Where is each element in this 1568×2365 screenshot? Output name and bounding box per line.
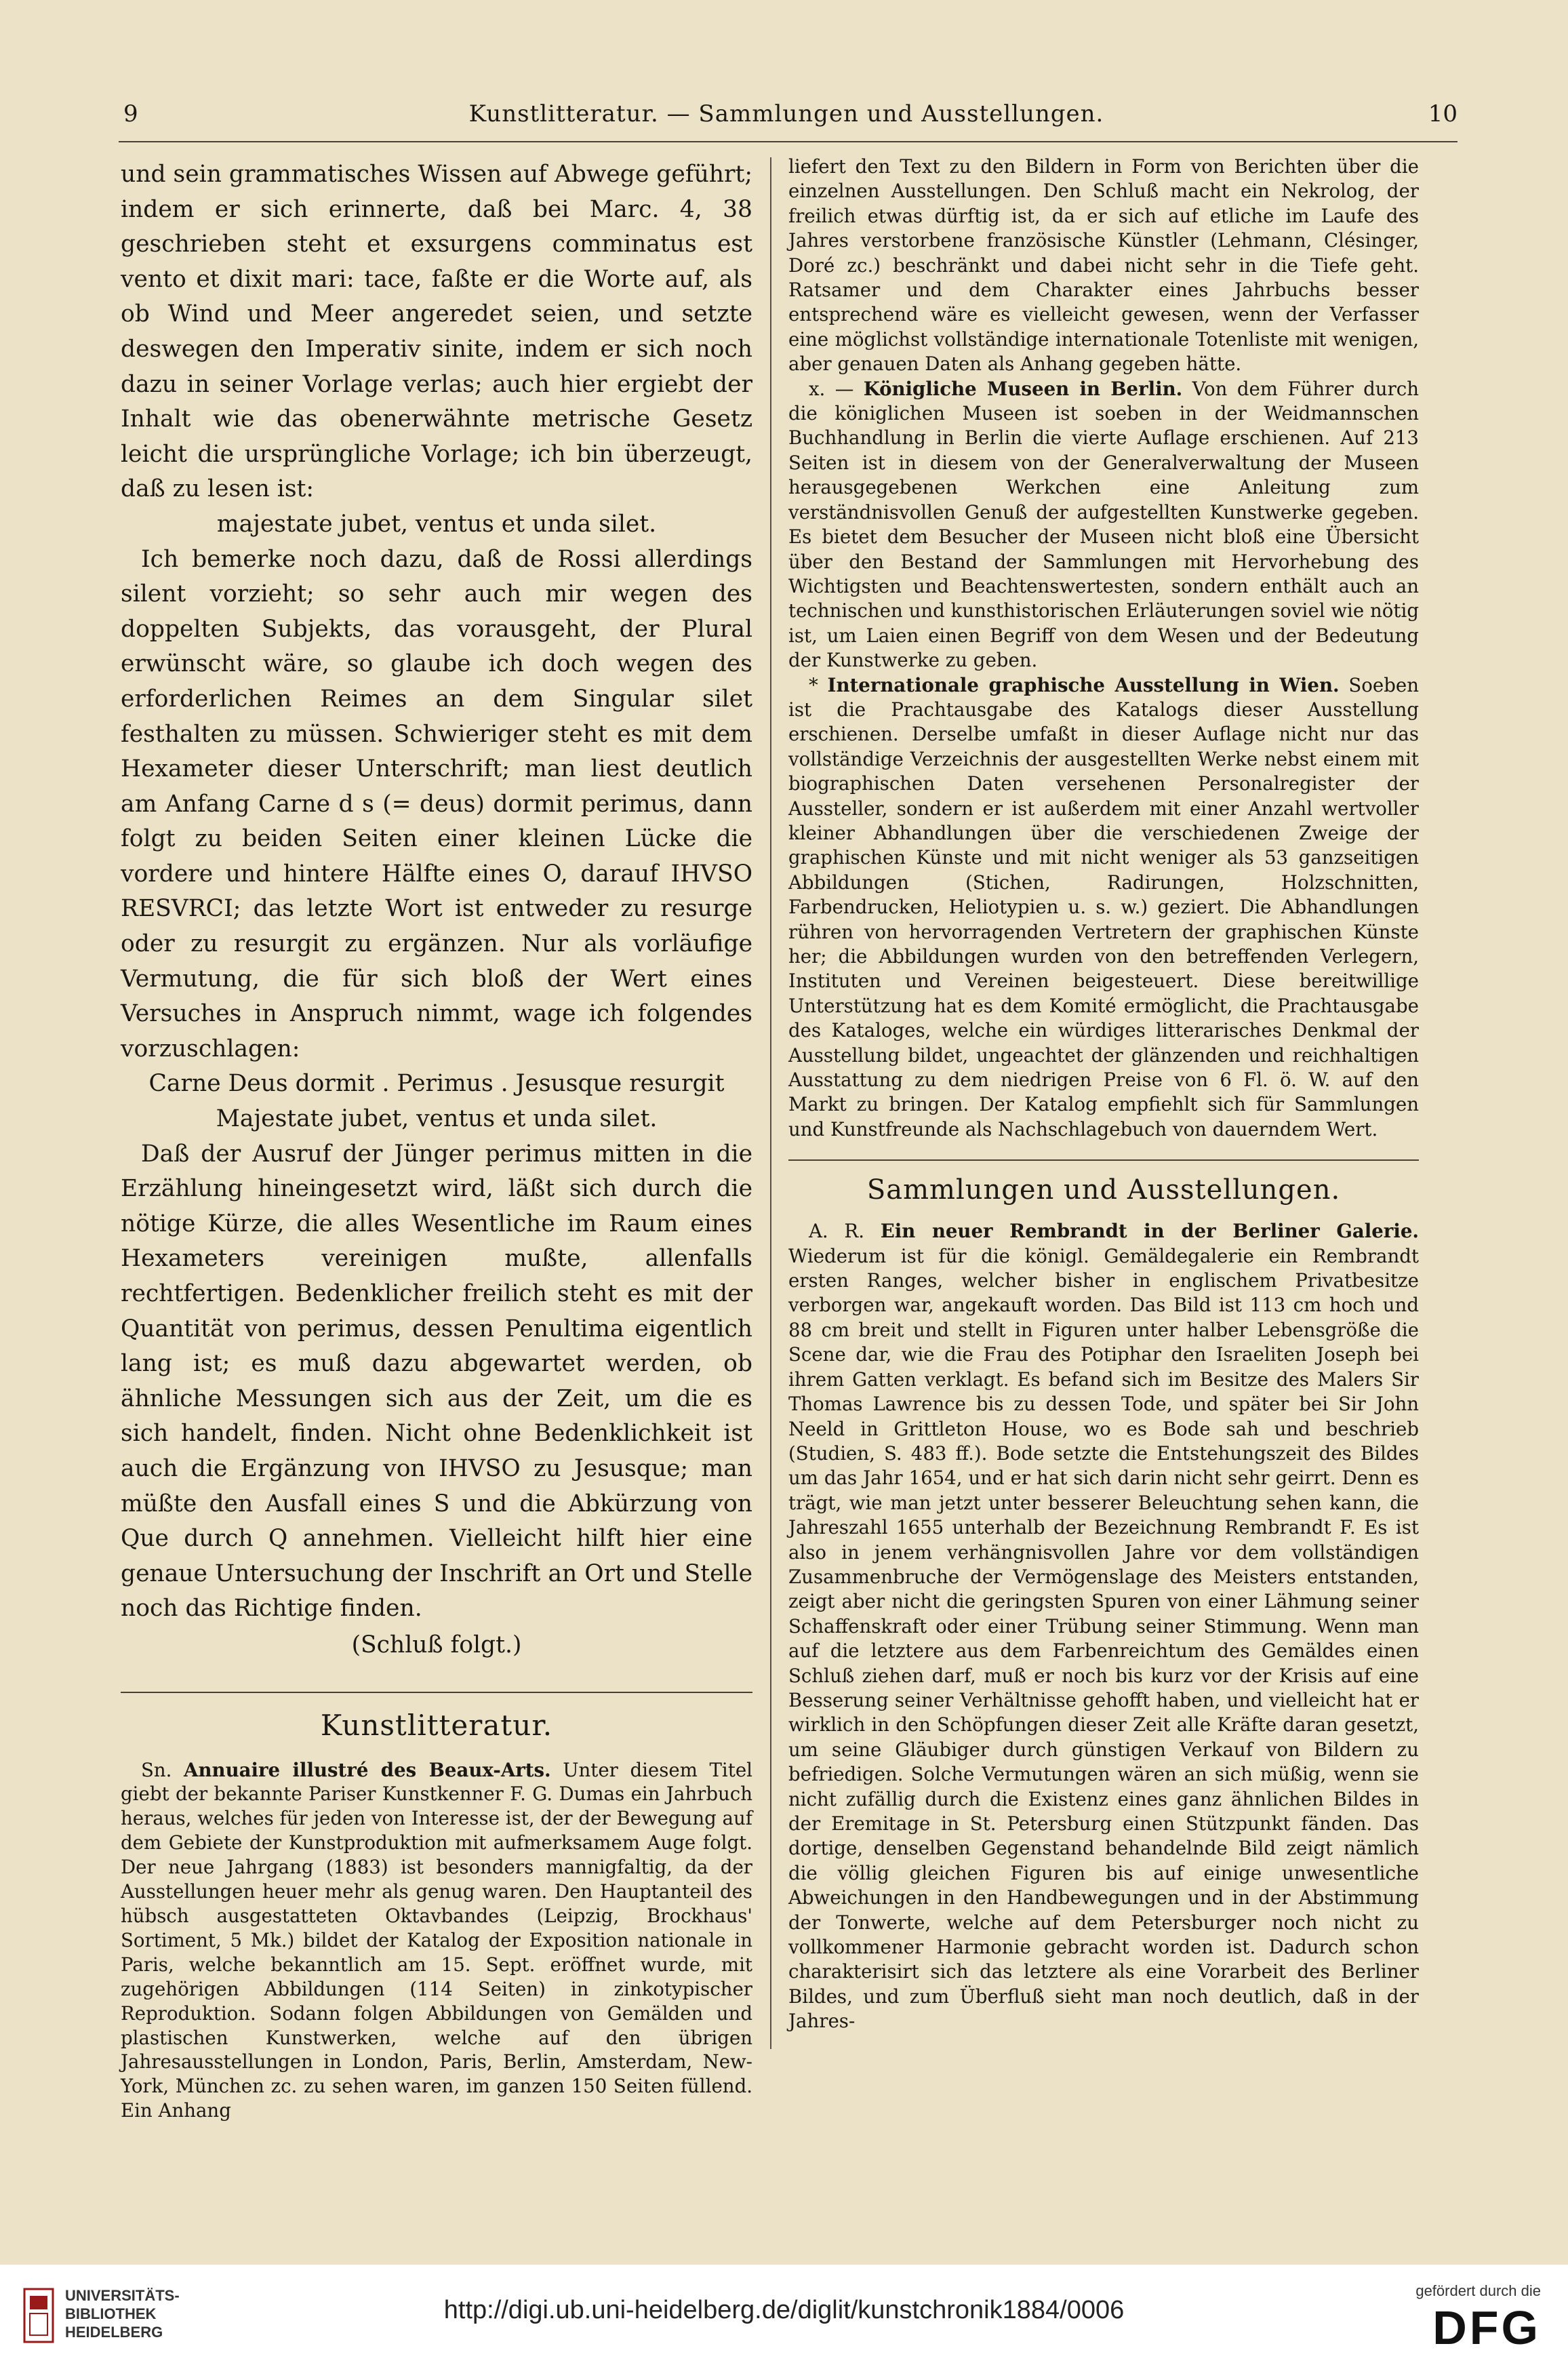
verse-line: Carne Deus dormit . Perimus . Jesusque resurgit — [148, 1070, 725, 1098]
article-rembrandt — [788, 1219, 1419, 2033]
section-heading: Kunstlitteratur. — [320, 1708, 553, 1742]
library-line: UNIVERSITÄTS- — [65, 2287, 180, 2304]
article-wien — [788, 673, 1419, 1142]
article-signature: Sn. — [141, 1758, 172, 1781]
right-column — [788, 155, 1419, 2034]
article-text: Soeben ist die Prachtausgabe des Katalogs dieser Ausstellung erschienen. Derselbe umfaßt in dieser Auflage nicht nur das vollständige Verzeichnis der ausgestellten Werke nebst einem mit biographischen Daten versehenen Personalregister der Aussteller, sondern er ist außerdem mit einer Anzahl wertvoller kleiner Abhandlungen über die verschiedenen Zweige der graphischen Künste und mit nicht weniger als 53 ganzseitigen Abbildungen (Stichen, Radirungen, Holzschnitten, Farbendrucken, Heliotypien u. s. w.) geziert. Die Abhandlungen rühren von hervorragenden Vertretern der graphischen Künste her; die Abbildungen wurden von den betreffenden Verlegern, Instituten und Vereinen beigesteuert. Diese bereitwillige Unterstützung hat es dem Komité ermöglicht, die Prachtausgabe des Kataloges, welche ein würdiges litterarisches Denkmal der Ausstellung bildet, ungeachtet der glänzenden und reichhaltigen Ausstattung zu dem niedrigen Preise von 6 Fl. ö. W. auf den Markt zu bringen. Der Katalog empfiehlt sich für Sammlungen und Kunstfreunde als Nachschlagebuch von dauerndem Wert. — [788, 673, 1419, 1140]
article-annuaire — [121, 1758, 752, 2124]
paragraph: liefert den Text zu den Bildern in Form von Berichten über die einzelnen Ausstellungen. Den Schluß macht ein Nekrolog, der freilich etwas dürftig ist, da er sich auf etliche im Laufe des Jahres verstorbene französische Künstler (Lehmann, Clésinger, Doré zc.) beschränkt und dabei nicht sehr in die Tiefe geht. Ratsamer und dem Charakter eines Jahrbuchs besser entsprechend wäre es vielleicht gewesen, wenn der Verfasser eine möglichst vollständige internationale Totenliste mit wenigen, aber genauen Daten als Anhang gegeben hätte. — [788, 155, 1419, 376]
header-rule — [119, 141, 1458, 142]
page-number-right: 10 — [1428, 100, 1458, 127]
running-head — [115, 94, 1458, 134]
article-signature: x. — — [809, 377, 854, 400]
left-column — [121, 157, 752, 2123]
continuation-note: (Schluß folgt.) — [351, 1631, 522, 1658]
section-rule — [121, 1692, 752, 1693]
section-heading: Sammlungen und Ausstellungen. — [866, 1174, 1341, 1206]
article-museen — [788, 377, 1419, 673]
article-title: Annuaire illustré des Beaux-Arts. — [184, 1758, 551, 1781]
source-url-link[interactable]: http://digi.ub.uni-heidelberg.de/diglit/kunstchronik1884/0006 — [443, 2296, 1125, 2324]
article-text: Von dem Führer durch die königlichen Museen ist soeben in der Weidmannschen Buchhandlung in Berlin die vierte Auflage erschienen. Auf 213 Seiten ist in diesem von der Generalverwaltung der Museen herausgegebenen Werkchen eine Anleitung zum verständnisvollen Genuß der aufgestellten Kunstwerke gegeben. Es bietet dem Besucher der Museen nicht bloß eine Übersicht über den Bestand der Sammlungen mit Hervorhebung des Wichtigsten und Beachtenswertesten, sondern enthält auch an technischen und kunsthistorischen Erläuterungen soviel wie nötig ist, um Laien einen Begriff von dem Wesen und der Bedeutung der Kunstwerke zu geben. — [788, 377, 1419, 672]
article-text: Unter diesem Titel giebt der bekannte Pariser Kunstkenner F. G. Dumas ein Jahrbuch heraus, welches für jeden von Interesse ist, der der Bewegung auf dem Gebiete der Kunstproduktion mit aufmerksamem Auge folgt. Der neue Jahrgang (1883) ist besonders mannigfaltig, da der Ausstellungen heuer mehr als genug waren. Den Hauptanteil des hübsch ausgestatteten Oktavbandes (Leipzig, Brockhaus' Sortiment, 5 Mk.) bildet der Katalog der Exposition nationale in Paris, welche bekanntlich am 15. Sept. eröffnet wurde, mit zugehörigen Abbildungen (114 Seiten) in zinkotypischer Reproduktion. Sodann folgen Abbildungen von Gemälden und plastischen Kunstwerken, welche auf den übrigen Jahresausstellungen in London, Paris, Berlin, Amsterdam, New-York, München zc. zu sehen waren, im ganzen 150 Seiten füllend. Ein Anhang — [121, 1758, 752, 2122]
library-line: BIBLIOTHEK — [65, 2305, 157, 2322]
paragraph: und sein grammatisches Wissen auf Abwege geführt; indem er sich erinnerte, daß bei Marc. 4, 38 geschrieben steht et exsurgens comminatus est vento et dixit mari: tace, faßte er die Worte auf, als ob Wind und Meer angeredet seien, und setzte deswegen den Imperativ sinite, indem er sich noch dazu in seiner Vorlage verlas; auch hier ergiebt der Inhalt wie das obenerwähnte metrische Gesetz leicht die ursprüngliche Vorlage; ich bin überzeugt, daß zu lesen ist: — [121, 161, 752, 503]
article-title: Königliche Museen in Berlin. — [863, 377, 1183, 400]
section-rule — [788, 1159, 1419, 1161]
article-text: Wiederum ist für die königl. Gemäldegalerie ein Rembrandt ersten Ranges, welcher bisher in englischem Privatbesitze verborgen war, angekauft worden. Das Bild ist 113 cm hoch und 88 cm breit und stellt in Figuren unter halber Lebensgröße die Scene dar, wie die Frau des Potiphar den Israeliten Joseph bei ihrem Gatten verklagt. Es befand sich im Besitze des Malers Sir Thomas Lawrence bis zu dessen Tode, und später bei Sir John Neeld in Grittleton House, wo es Bode sah und beschrieb (Studien, S. 483 ff.). Bode setzte die Entstehungszeit des Bildes um das Jahr 1654, und er hat sich darin nicht sehr geirrt. Denn es trägt, wie man jetzt unter besserer Beleuchtung sehen kann, die Jahreszahl 1655 unterhalb der Bezeichnung Rembrandt F. Es ist also in jenem verhängnisvollen Jahre vor dem vollständigen Zusammenbruche der Vermögenslage des Meisters entstanden, zeigt aber nicht die geringsten Spuren von einer Lähmung seiner Schaffenskraft oder einer Trübung seiner Stimmung. Wenn man auf die letztere aus dem Farbenreichtum des Gemäldes einen Schluß ziehen darf, muß er noch bis kurz vor der Krisis auf eine Besserung seiner Verhältnisse gehofft haben, und vielleicht hat er wirklich in den Schöpfungen dieser Zeit alle Kräfte daran gesetzt, um seine Gläubiger durch günstigen Verkauf von Bildern zu befriedigen. Solche Vermutungen wären an sich müßig, wenn sie nicht zufällig durch die Existenz eines ganz ähnlichen Bildes in der Eremitage in St. Petersburg einen Stützpunkt fänden. Das dortige, denselben Gegenstand behandelnde Bild zeigt nämlich die völlig gleichen Figuren bis auf einige unwesentliche Abweichungen in den Handbewegungen und in der Abstimmung der Tonwerte, welche auf dem Petersburger noch nicht zu vollkommener Harmonie gebracht worden ist. Dadurch schon charakterisirt sich das letztere als eine Vorarbeit des Berliner Bildes, und zum Überfluß sieht man noch deutlich, daß in der Jahres- — [788, 1244, 1419, 2033]
column-divider — [770, 157, 771, 2049]
verse-line: Majestate jubet, ventus et unda silet. — [216, 1105, 658, 1133]
paragraph: Ich bemerke noch dazu, daß de Rossi allerdings silent vorzieht; so sehr auch mir wegen des doppelten Subjekts, das vorausgeht, der Plural erwünscht wäre, so glaube ich doch wegen des erforderlichen Reimes an dem Singular silet festhalten zu müssen. Schwieriger steht es mit dem Hexameter dieser Unterschrift; man liest deutlich am Anfang Carne d s (= deus) dormit perimus, dann folgt zu beiden Seiten einer kleinen Lücke die vordere und hintere Hälfte eines O, darauf IHVSO RESVRCI; das letzte Wort ist entweder zu resurge oder zu resurgit zu ergänzen. Nur als vorläufige Vermutung, die für sich bloß der Wert eines Versuches in Anspruch nimmt, wage ich folgendes vorzuschlagen: — [121, 545, 752, 1062]
footer-bar — [0, 2265, 1568, 2365]
article-signature: * — [809, 673, 818, 696]
paragraph: Daß der Ausruf der Jünger perimus mitten in die Erzählung hineingesetzt wird, läßt sich durch die nötige Kürze, die alles Wesentliche im Raum eines Hexameters vereinigen mußte, allenfalls rechtfertigen. Bedenklicher freilich steht es mit der Quantität von perimus, dessen Penultima eigentlich lang ist; es muß dazu abgewartet werden, ob ähnliche Messungen sich aus der Zeit, um die es sich handelt, finden. Nicht ohne Bedenklichkeit ist auch die Ergänzung von IHVSO zu Jesusque; man müßte den Ausfall eines S und die Abkürzung von Que durch Q annehmen. Vielleicht hilft hier eine genaue Untersuchung der Inschrift an Ort und Stelle noch das Richtige finden. — [121, 1140, 752, 1623]
verse-line: majestate jubet, ventus et unda silet. — [216, 510, 657, 538]
library-line: HEIDELBERG — [65, 2324, 163, 2341]
dfg-logo: DFG — [1432, 2301, 1541, 2354]
article-title: Ein neuer Rembrandt in der Berliner Galerie. — [880, 1220, 1419, 1243]
running-title: Kunstlitteratur. — Sammlungen und Ausstellungen. — [468, 100, 1104, 127]
funding-note: gefördert durch die — [1415, 2282, 1541, 2299]
article-signature: A. R. — [809, 1220, 864, 1243]
page-number-left: 9 — [123, 100, 138, 127]
article-title: Internationale graphische Ausstellung in Wien. — [827, 673, 1340, 696]
